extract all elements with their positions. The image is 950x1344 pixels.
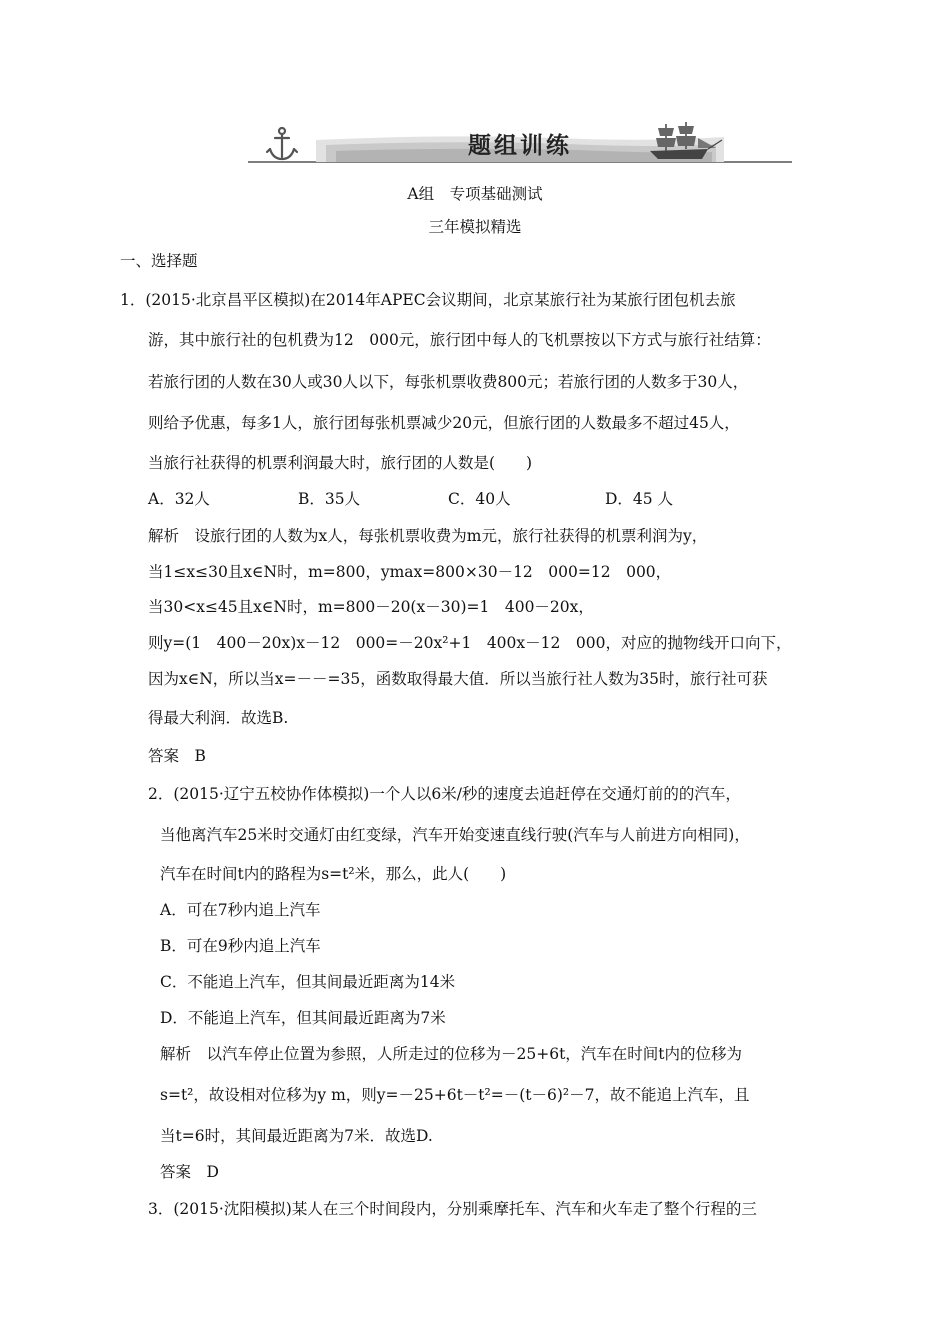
q2-option-b: B．可在9秒内追上汽车	[160, 937, 321, 955]
q1-analysis-line: 当1≤x≤30且x∈N时，m=800，ymax=800×30－12 000=12 000，	[148, 563, 672, 581]
q2-analysis-line: 解析 以汽车停止位置为参照，人所走过的位移为－25+6t，汽车在时间t内的位移为	[160, 1045, 743, 1063]
part-heading: 一、选择题	[120, 252, 198, 270]
subtitle-heading: 三年模拟精选	[428, 218, 522, 236]
q2-option-a: A．可在7秒内追上汽车	[160, 901, 321, 919]
q1-line: 1．(2015·北京昌平区模拟)在2014年APEC会议期间，北京某旅行社为某旅行团包机去旅	[120, 291, 736, 309]
q1-analysis-line: 得最大利润．故选B.	[148, 709, 289, 727]
q1-line: 若旅行团的人数在30人或30人以下，每张机票收费800元；若旅行团的人数多于30人，	[148, 373, 749, 391]
q2-analysis-line: s=t²，故设相对位移为y m，则y=－25+6t－t²=－(t－6)²－7，故不能追上汽车，且	[160, 1086, 750, 1104]
q1-analysis-line: 当30<x≤45且x∈N时，m=800－20(x－30)=1 400－20x，	[148, 598, 594, 616]
q1-option-a: A．32人	[148, 490, 210, 508]
q1-line: 游，其中旅行社的包机费为12 000元，旅行团中每人的飞机票按以下方式与旅行社结算：	[148, 331, 771, 349]
q2-analysis-line: 当t=6时，其间最近距离为7米．故选D.	[160, 1127, 433, 1145]
q1-analysis-line: 因为x∈N，所以当x=－－=35，函数取得最大值．所以当旅行社人数为35时，旅行社可获	[148, 670, 768, 688]
q2-line: 当他离汽车25米时交通灯由红变绿，汽车开始变速直线行驶(汽车与人前进方向相同)，	[160, 826, 750, 844]
q1-line: 则给予优惠，每多1人，旅行团每张机票减少20元，但旅行团的人数最多不超过45人，	[148, 414, 740, 432]
q1-option-c: C．40人	[448, 490, 511, 508]
q2-option-c: C．不能追上汽车，但其间最近距离为14米	[160, 973, 456, 991]
q1-line: 当旅行社获得的机票利润最大时，旅行团的人数是( )	[148, 454, 533, 472]
section-banner	[246, 118, 794, 166]
q1-analysis-line: 则y=(1 400－20x)x－12 000=－20x²+1 400x－12 000，对应的抛物线开口向下，	[148, 634, 792, 652]
q1-answer: 答案 B	[148, 747, 206, 765]
banner-title: 题组训练	[468, 133, 572, 159]
q2-option-d: D．不能追上汽车，但其间最近距离为7米	[160, 1009, 446, 1027]
q1-analysis-line: 解析 设旅行团的人数为x人，每张机票收费为m元，旅行社获得的机票利润为y，	[148, 527, 708, 545]
q2-line: 汽车在时间t内的路程为s=t²米，那么，此人( )	[160, 865, 507, 883]
q3-line: 3．(2015·沈阳模拟)某人在三个时间段内，分别乘摩托车、汽车和火车走了整个行程的三	[148, 1200, 757, 1218]
q1-option-b: B．35人	[298, 490, 361, 508]
q2-answer: 答案 D	[160, 1163, 219, 1181]
group-heading: A组 专项基础测试	[407, 185, 543, 203]
q1-option-d: D．45 人	[605, 490, 674, 508]
q2-line: 2．(2015·辽宁五校协作体模拟)一个人以6米/秒的速度去追赶停在交通灯前的的汽车，	[148, 785, 741, 803]
